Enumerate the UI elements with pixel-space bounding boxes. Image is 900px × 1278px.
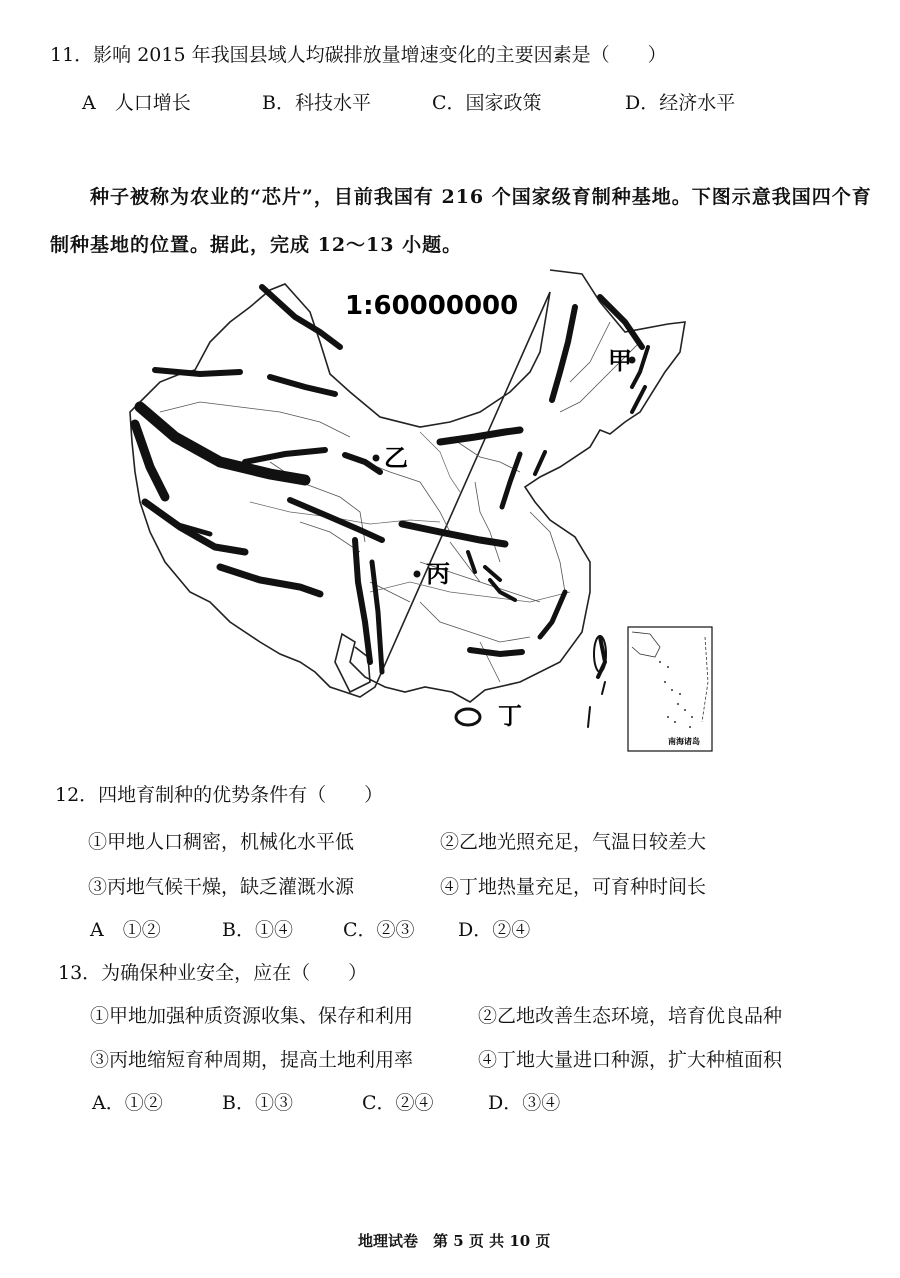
page-footer: 地理试卷 第 5 页 共 10 页 xyxy=(358,1232,551,1250)
q11-option-d: D．经济水平 xyxy=(625,92,736,114)
q13-stem: 13．为确保种业安全，应在（ ） xyxy=(58,962,368,984)
q12-stem: 12．四地育制种的优势条件有（ ） xyxy=(55,784,384,806)
hainan-island xyxy=(456,709,480,725)
q12-option-b: B．①④ xyxy=(222,919,293,941)
q11-option-c: C．国家政策 xyxy=(432,92,542,114)
label-ding: 丁 xyxy=(498,702,522,730)
province-boundaries xyxy=(160,322,640,682)
q12-item-2: ②乙地光照充足，气温日较差大 xyxy=(440,831,707,853)
q12-option-a: A ①② xyxy=(90,919,161,941)
q13-item-3: ③丙地缩短育种周期，提高土地利用率 xyxy=(90,1049,414,1071)
q12-option-c: C．②③ xyxy=(343,919,415,941)
q13-item-4: ④丁地大量进口种源，扩大种植面积 xyxy=(478,1049,783,1071)
mountain-ranges xyxy=(135,287,648,727)
q11-option-a: A 人口增长 xyxy=(82,92,191,114)
q13-item-1: ①甲地加强种质资源收集、保存和利用 xyxy=(90,1005,414,1027)
q12-option-d: D．②④ xyxy=(458,919,531,941)
q13-option-c: C．②④ xyxy=(362,1092,434,1114)
china-seed-base-map xyxy=(120,262,720,762)
label-yi: 乙 xyxy=(384,444,408,472)
label-bing: 丙 xyxy=(426,560,450,588)
point-yi xyxy=(373,455,380,462)
q12-item-4: ④丁地热量充足，可育种时间长 xyxy=(440,876,707,898)
passage-line-1: 种子被称为农业的“芯片”，目前我国有 216 个国家级育制种基地。下图示意我国四个育 xyxy=(90,186,872,208)
q13-item-2: ②乙地改善生态环境，培育优良品种 xyxy=(478,1005,783,1027)
rivers xyxy=(250,432,570,602)
q13-option-d: D．③④ xyxy=(488,1092,561,1114)
passage-line-2: 制种基地的位置。据此，完成 12～13 小题。 xyxy=(50,234,463,256)
q12-item-1: ①甲地人口稠密，机械化水平低 xyxy=(88,831,355,853)
map-scale: 1:60000000 xyxy=(345,291,519,321)
point-bing xyxy=(414,571,421,578)
south-china-sea-inset xyxy=(628,627,712,751)
q11-stem: 11．影响 2015 年我国县域人均碳排放量增速变化的主要因素是（ ） xyxy=(50,44,667,66)
q13-option-b: B．①③ xyxy=(222,1092,293,1114)
q13-option-a: A．①② xyxy=(92,1092,163,1114)
inset-caption: 南海诸岛 xyxy=(668,737,700,746)
label-jia: 甲 xyxy=(608,347,632,375)
q12-item-3: ③丙地气候干燥，缺乏灌溉水源 xyxy=(88,876,355,898)
q11-option-b: B．科技水平 xyxy=(262,92,371,114)
